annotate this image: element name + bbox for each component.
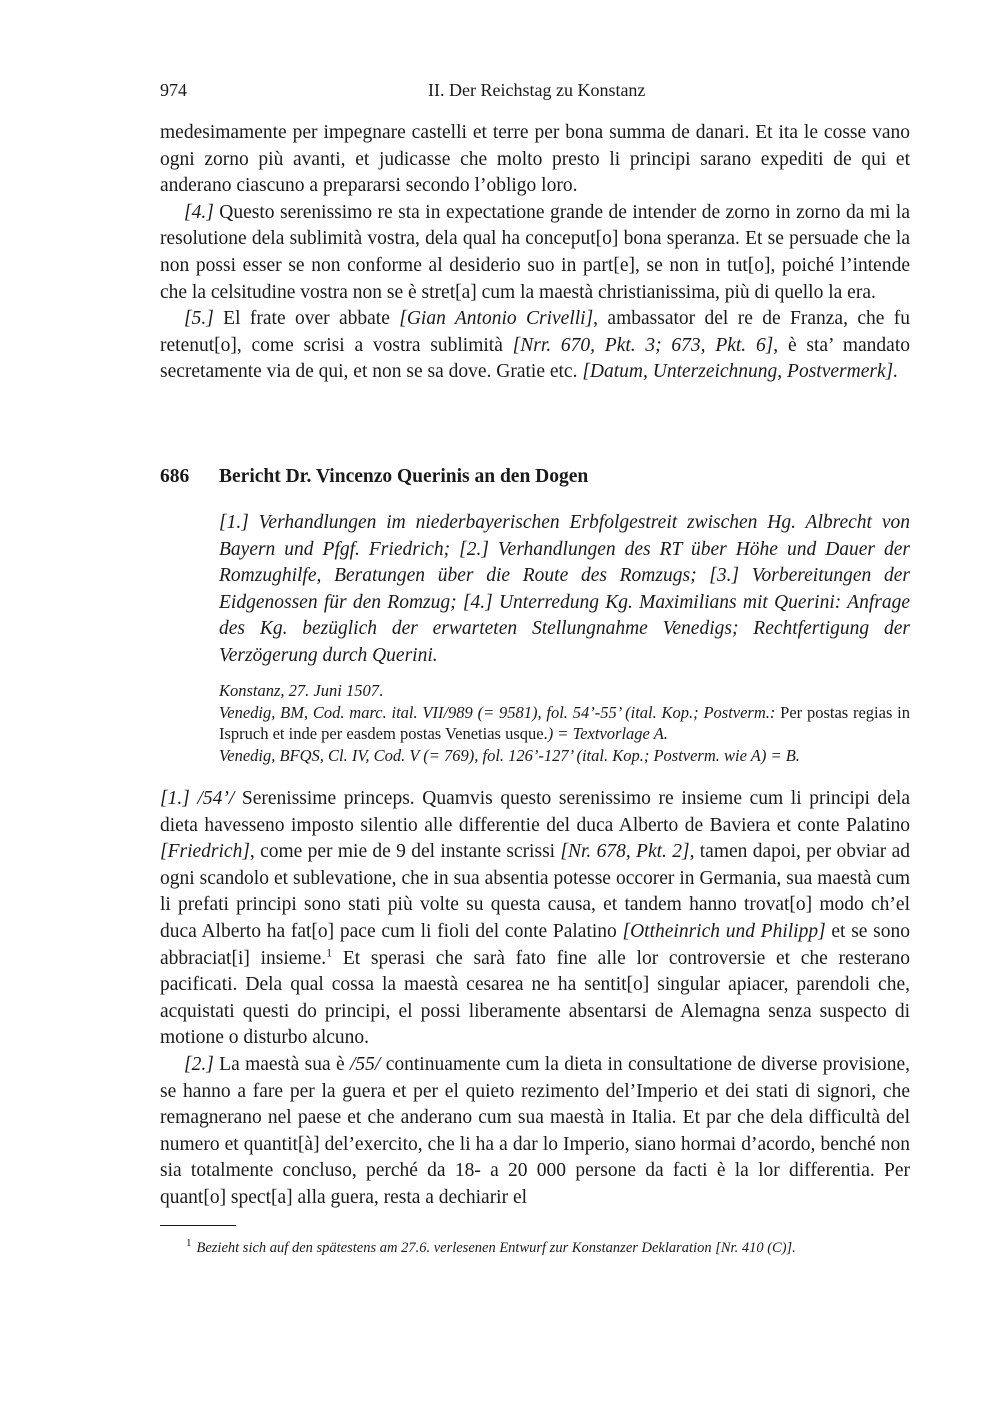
footnote (186, 1233, 910, 1258)
running-title: II. Der Reichstag zu Konstanz (428, 80, 646, 100)
page-number: 974 (160, 80, 187, 100)
paragraph-number: [2.] (184, 1053, 214, 1075)
footnote-number: 1 (186, 1237, 192, 1249)
document-number: 686 (160, 466, 190, 487)
main-text (160, 786, 910, 1212)
paragraph-2: [2.] La maestà sua è /55/ continuamente cum la dieta in consultatione de diverse provisione, se hanno a fare per la guera et per el quieto rezimento del’Imperio et dei stati di signori, che remagnerano nel paese et che anderano cum sua maestà in Italia. Et par che dela difficultà del numero et quantit[à] del’exercito, che li ha a dar lo Imperio, siano hormai d’acordo, benché non sia totalmente concluso, perché da 18- a 20 000 persone da facti è la lor differentia. Per quant[o] spect[a] alla guera, resta a dechiarir el (160, 1053, 911, 1208)
paragraph-4: [4.] Questo serenissimo re sta in expectatione grande de intender de zorno in zorno da mi la resolutione dela sublimità vostra, dela qual ha conceput[o] bona speranza. Et se persuade che la non possi esser se non conforme al desiderio suo in part[e], se non in tut[o], poiché l’intende che la celsitudine vostra non se è stret[a] cum la maestà christianissima, più di quello la era. (160, 201, 910, 303)
paragraph-1: [1.] /54’/ Serenissime princeps. Quamvis questo serenissimo re insieme cum li principi dela dieta havesseno imposto silentio alle differentie del duca Alberto de Baviera et conte Palatino [Friedrich], come per mie de 9 del instante scrissi [Nr. 678, Pkt. 2], tamen dapoi, per obviar ad ogni scandolo et sublevatione, che in sua absentia potesse occorer in Germania, sua maestà cum li prefati principi sono stati più volte su questa causa, et tandem hanno trovat[o] modo ch’el duca Alberto ha fat[o] pace cum li fioli del conte Palatino [Ottheinrich und Philipp] et se sono abbraciat[i] insieme.$^1$ Et sperasi che sarà fato fine alle lor controversie et che resterano pacificati. Dela qual cossa la maestà cesarea ne ha sentit[o] singular apiacer, parendoli che, acquistati questi do principi, el possi liberamente absentarsi de Alemagna senza suspecto di motione o disturbo alcuno. (160, 788, 911, 1049)
paragraph-continued: medesimamente per impegnare castelli et terre per bona summa de danari. Et ita le cosse vano ogni zorno più avanti, et judicasse che molto presto li principi sarano expediti de qui et anderano ciascuno a prepararsi secondo l’obligo loro. (160, 122, 910, 197)
document-metadata (219, 680, 910, 766)
source-b: Venedig, BFQS, Cl. IV, Cod. V (= 769), fol. 126’-127’ (ital. Kop.; Postverm. wie A) = B. (219, 745, 800, 765)
document-regest: [1.] Verhandlungen im niederbayerischen Erbfolgestreit zwischen Hg. Albrecht von Bayern und Pfgf. Friedrich; [2.] Verhandlungen des RT über Höhe und Dauer der Romzughilfe, Beratungen über die Route des Romzugs; [3.] Vorbereitungen der Eidgenossen für den Romzug; [4.] Unterredung Kg. Maximilians mit Querini: Anfrage des Kg. bezüglich der erwarteten Stellungnahme Venedigs; Rechtfertigung der Verzögerung durch Querini. (219, 512, 910, 666)
paragraph-number: [4.] (184, 201, 214, 223)
intro-text (160, 120, 910, 386)
footnote-divider (160, 1225, 236, 1226)
document-date: Konstanz, 27. Juni 1507. (219, 681, 384, 700)
paragraph-number: [1.] /54’/ (160, 788, 235, 809)
paragraph-number: [5.] (184, 308, 214, 330)
document-title: Bericht Dr. Vincenzo Querinis an den Dogen (219, 466, 589, 487)
footnote-text: Bezieht sich auf den spätestens am 27.6. verlesenen Entwurf zur Konstanzer Deklaration [Nr. 410 (C)]. (196, 1239, 796, 1256)
paragraph-5: [5.] El frate over abbate [Gian Antonio Crivelli], ambassator del re de Franza, che fu retenut[o], come scrisi a vostra sublimità [Nrr. 670, Pkt. 3; 673, Pkt. 6], è sta’ mandato secretamente via de qui, et non se sa dove. Gratie etc. [Datum, Unterzeichnung, Postvermerk]. (160, 308, 910, 383)
footnote-marker[interactable]: 1 (326, 945, 333, 960)
page-header (160, 80, 910, 108)
source-a: Venedig, BM, Cod. marc. ital. VII/989 (= 9581), fol. 54’-55’ (ital. Kop.; Postverm.: Per postas regias in Ispruch et inde per easdem postas Venetias usque.) = Textvorlage A. (219, 702, 910, 743)
